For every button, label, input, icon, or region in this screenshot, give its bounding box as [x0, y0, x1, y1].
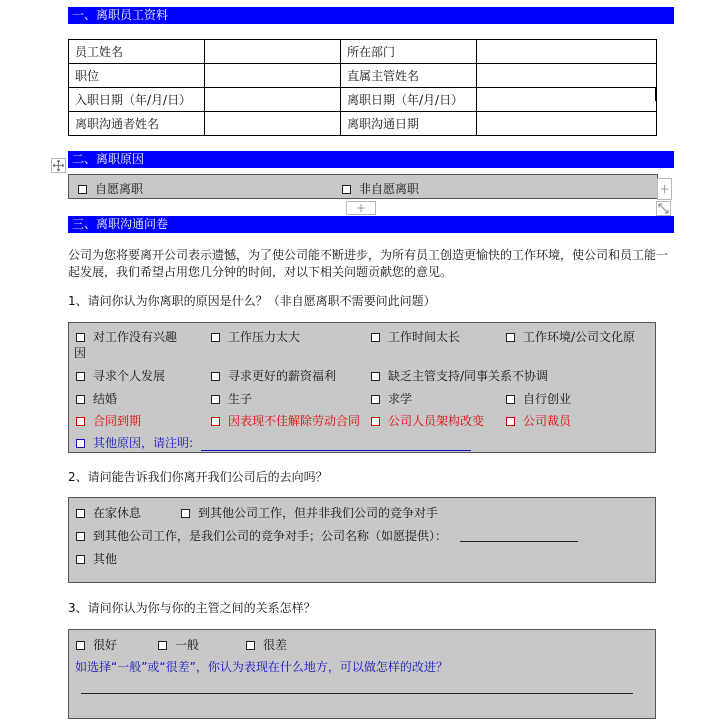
option-lack-support[interactable]: 缺乏主管支持/同事关系不协调 [371, 367, 548, 384]
option-restructure[interactable]: 公司人员架构改变 [371, 412, 484, 429]
table-cell-label: 离职沟通日期 [341, 112, 477, 136]
improvement-input-line[interactable] [81, 693, 633, 694]
resignation-type-box [68, 174, 658, 199]
q2-options-box [68, 497, 656, 583]
resize-handle-icon[interactable] [656, 201, 671, 216]
employee-info-table [68, 39, 657, 136]
table-cell-label: 入职日期（年/月/日） [69, 88, 205, 112]
checkbox[interactable] [76, 333, 85, 342]
option-personal-growth[interactable]: 寻求个人发展 [76, 367, 165, 384]
option-non-competitor[interactable]: 到其他公司工作，但并非我们公司的竞争对手 [181, 504, 438, 521]
option-childbirth[interactable]: 生子 [211, 390, 252, 407]
q3-options-box [68, 629, 656, 719]
checkbox[interactable] [211, 417, 220, 426]
option-voluntary[interactable]: 自愿离职 [78, 180, 143, 197]
move-handle-icon[interactable] [51, 158, 66, 173]
table-cell-input[interactable] [205, 112, 341, 136]
section1-header: 一、离职员工资料 [68, 7, 674, 24]
checkbox[interactable] [76, 532, 85, 541]
q1-options-box [68, 322, 656, 453]
option-work-pressure[interactable]: 工作压力太大 [211, 328, 300, 345]
option-no-interest[interactable]: 对工作没有兴趣 [76, 328, 177, 345]
checkbox[interactable] [181, 509, 190, 518]
table-cell-input[interactable] [205, 88, 341, 112]
table-cell-input[interactable] [477, 40, 657, 64]
option-contract-expired[interactable]: 合同到期 [76, 412, 141, 429]
checkbox[interactable] [76, 509, 85, 518]
question-3: 3、请问你认为你与你的主管之间的关系怎样？ [68, 601, 316, 615]
table-row [69, 88, 657, 112]
checkbox[interactable] [76, 439, 85, 448]
company-name-input-line[interactable] [460, 541, 578, 542]
other-reason-input-line[interactable] [201, 450, 471, 451]
checkbox[interactable] [211, 333, 220, 342]
option-competitor[interactable]: 到其他公司工作，是我们公司的竞争对手；公司名称（如愿提供）： [76, 527, 447, 544]
option-better-pay[interactable]: 寻求更好的薪资福利 [211, 367, 336, 384]
table-cell-input[interactable] [205, 64, 341, 88]
checkbox[interactable] [506, 395, 515, 404]
intro-line-1: 公司为您将要离开公司表示遗憾，为了使公司能不断进步，为所有员工创造更愉快的工作环境，使公司和员工能一 [68, 248, 669, 262]
option-environment[interactable]: 工作环境/公司文化原 [506, 328, 635, 345]
checkbox[interactable] [371, 333, 380, 342]
checkbox[interactable] [76, 417, 85, 426]
option-study[interactable]: 求学 [371, 390, 412, 407]
checkbox[interactable] [506, 333, 515, 342]
checkbox[interactable] [246, 641, 255, 650]
question-2: 2、请问能告诉我们你离开我们公司后的去向吗？ [68, 470, 328, 484]
add-row-button[interactable]: + [346, 201, 376, 215]
option-other-destination[interactable]: 其他 [76, 550, 117, 567]
table-row [69, 40, 657, 64]
checkbox[interactable] [371, 372, 380, 381]
table-cell-input[interactable] [477, 112, 657, 136]
table-cell-label: 职位 [69, 64, 205, 88]
text-cursor [655, 87, 657, 101]
checkbox[interactable] [371, 417, 380, 426]
option-average[interactable]: 一般 [158, 636, 199, 653]
option-other-reason[interactable]: 其他原因，请注明: [76, 434, 193, 451]
option-long-hours[interactable]: 工作时间太长 [371, 328, 460, 345]
table-cell-label: 离职日期（年/月/日） [341, 88, 477, 112]
checkbox[interactable] [158, 641, 167, 650]
checkbox[interactable] [506, 417, 515, 426]
option-very-good[interactable]: 很好 [76, 636, 117, 653]
option-layoff[interactable]: 公司裁员 [506, 412, 571, 429]
option-poor-performance[interactable]: 因表现不佳解除劳动合同 [211, 412, 360, 429]
section3-header: 三、离职沟通问卷 [68, 216, 674, 233]
checkbox[interactable] [76, 372, 85, 381]
checkbox[interactable] [78, 185, 87, 194]
table-cell-label: 所在部门 [341, 40, 477, 64]
checkbox[interactable] [342, 185, 351, 194]
table-cell-label: 员工姓名 [69, 40, 205, 64]
add-column-button[interactable]: + [657, 178, 672, 200]
checkbox[interactable] [76, 555, 85, 564]
table-cell-input[interactable] [477, 64, 657, 88]
intro-line-2: 起发展，我们希望占用您几分钟的时间，对以下相关问题贡献您的意见。 [68, 265, 453, 279]
checkbox[interactable] [76, 395, 85, 404]
checkbox[interactable] [211, 372, 220, 381]
followup-question: 如选择“一般”或“很差”，你认为表现在什么地方，可以做怎样的改进？ [75, 660, 448, 674]
table-row [69, 64, 657, 88]
table-row [69, 112, 657, 136]
option-marriage[interactable]: 结婚 [76, 390, 117, 407]
section2-header: 二、离职原因 [68, 151, 674, 168]
checkbox[interactable] [211, 395, 220, 404]
checkbox[interactable] [76, 641, 85, 650]
option-involuntary[interactable]: 非自愿离职 [342, 180, 419, 197]
checkbox[interactable] [371, 395, 380, 404]
option-rest-at-home[interactable]: 在家休息 [76, 504, 141, 521]
table-cell-label: 离职沟通者姓名 [69, 112, 205, 136]
table-cell-label: 直属主管姓名 [341, 64, 477, 88]
option-self-employed[interactable]: 自行创业 [506, 390, 571, 407]
option-wrap-text: 因 [74, 346, 87, 360]
option-very-poor[interactable]: 很差 [246, 636, 287, 653]
question-1: 1、请问你认为你离职的原因是什么？（非自愿离职不需要问此问题） [68, 294, 436, 308]
table-cell-input[interactable] [205, 40, 341, 64]
table-cell-input[interactable] [477, 88, 657, 112]
